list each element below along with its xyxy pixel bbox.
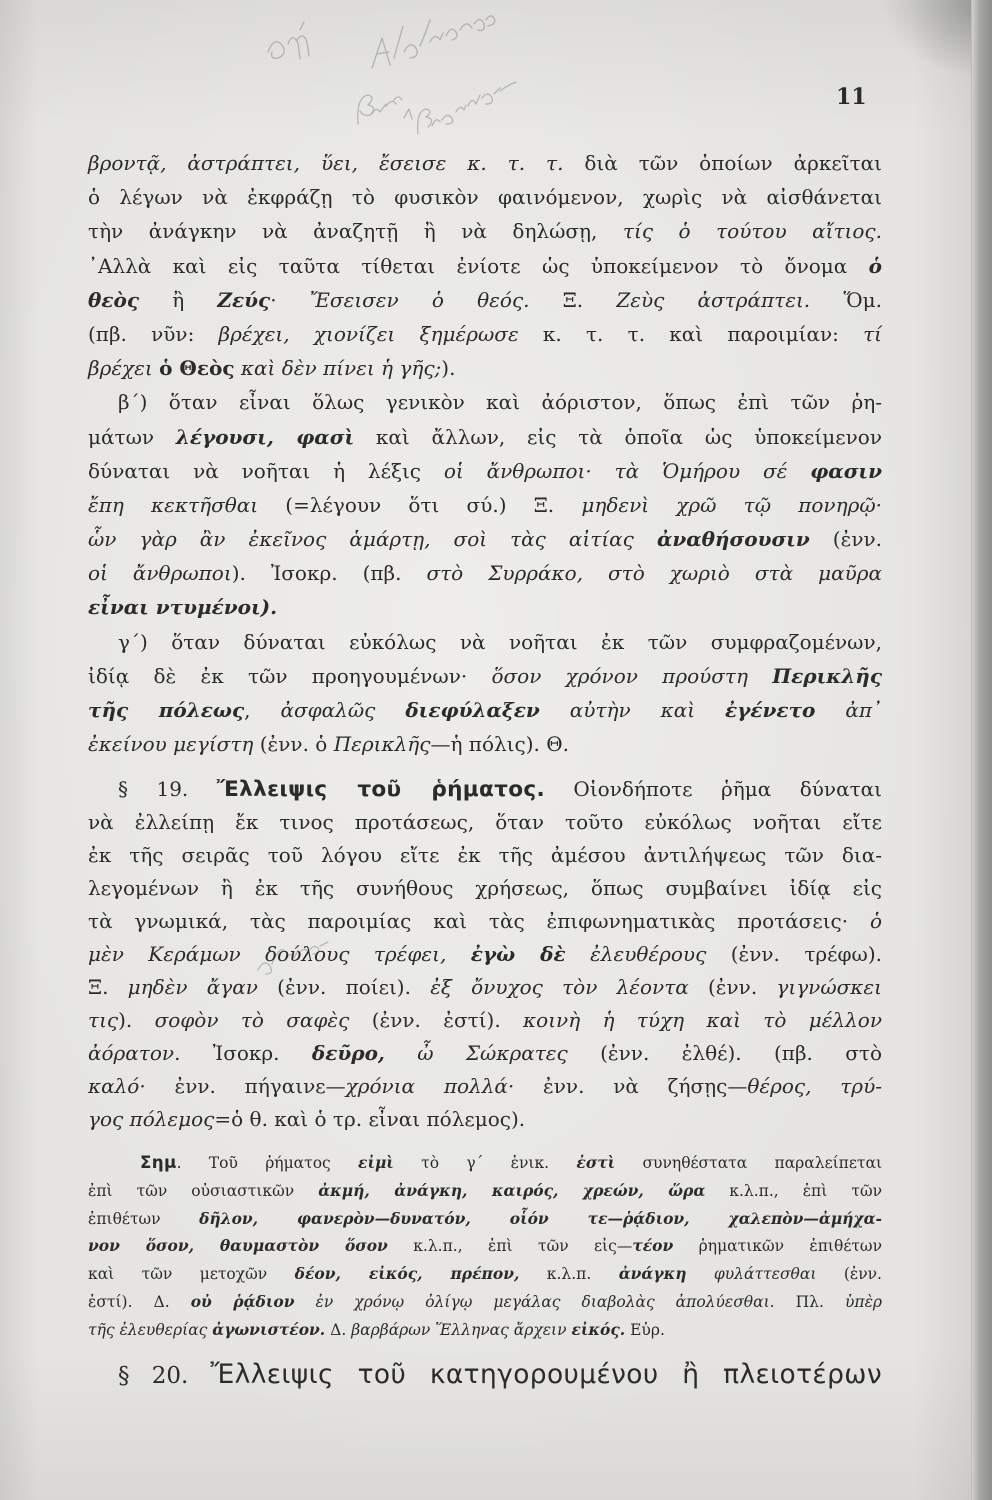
text-run: Ξ.	[88, 975, 128, 999]
text-run: τῆς ἐλευθερίας	[88, 1320, 213, 1339]
text-run: ὦ Σώκρατες	[384, 1041, 568, 1065]
text-run: Οἱονδήποτε ῥῆμα δύναται	[544, 777, 882, 801]
text-run: κοινὴ ἡ τύχη καὶ τὸ μέλλον	[523, 1008, 882, 1032]
text-line	[88, 938, 882, 971]
text-run: β΄) ὅταν εἶναι ὅλως γενικὸν καὶ ἀόριστον, ὅπως ἐπὶ τῶν ῥη-	[118, 390, 882, 415]
text-run: Ξ.	[529, 287, 617, 312]
text-run: ἐνν. νὰ ζήσῃς—	[514, 1074, 748, 1098]
text-run: ὅσον χρόνον προύστη	[491, 663, 773, 688]
text-line	[88, 420, 882, 454]
text-line	[88, 249, 882, 283]
text-run: Ζεὺς ἀστράπτει.	[616, 287, 811, 312]
text-run: (=λέγουν ὅτι σύ.) Ξ.	[258, 492, 582, 517]
text-run: ·	[270, 287, 310, 312]
text-run: (ἐνν.	[816, 1265, 882, 1284]
text-run: Ἔλλειψις τοῦ κατηγορουμένου ἢ πλειοτέρων	[210, 1359, 882, 1390]
text-line	[88, 727, 882, 761]
text-run: Δ.	[325, 1320, 352, 1339]
text-run: οὐ ῥᾴδιον	[190, 1291, 295, 1311]
text-run: —ἡ πόλις). Θ.	[430, 732, 569, 757]
text-run: ὁ Θεὸς	[159, 356, 235, 381]
text-line	[88, 806, 882, 839]
page-number: 11	[836, 84, 867, 110]
text-run: κ.λ.π.	[519, 1265, 619, 1284]
text-run: μὲν Κεράμων δούλους τρέφει,	[88, 942, 471, 966]
text-line	[88, 1004, 882, 1037]
text-run: Ἔσεισεν ὁ θεός.	[309, 287, 530, 312]
text-run: τὰ γνωμικά, τὰς παροιμίας καὶ τὰς ἐπιφωνηματικὰς προτάσεις·	[88, 909, 870, 933]
text-run: τέον	[632, 1236, 674, 1256]
text-run: ἐξ ὄνυχος τὸν λέοντα	[430, 975, 689, 999]
text-run: καλό·	[88, 1074, 146, 1098]
section-20-heading	[88, 1356, 882, 1394]
text-run: βαρβάρων Ἕλληνας ἄρχειν	[351, 1320, 572, 1339]
text-line	[88, 839, 882, 872]
text-line	[88, 488, 882, 522]
text-line	[88, 522, 882, 556]
text-run: ἢ	[139, 287, 218, 312]
text-line	[88, 872, 882, 905]
text-run: ᾿Αλλὰ καὶ εἰς ταῦτα τίθεται ἐνίοτε ὡς ὑποκείμενον τὸ ὄνομα	[88, 253, 869, 278]
text-run: μηδενὶ χρῶ τῷ πονηρῷ·	[581, 492, 882, 517]
text-run: καὶ δὲν πίνει ἡ γῆς;	[234, 356, 442, 381]
text-run: καὶ ἄλλων, εἰς τὰ ὁποῖα ὡς ὑποκείμενον	[354, 424, 882, 449]
text-run: ἐστὶ	[576, 1153, 616, 1172]
text-run: (ἐνν. ἐστί).	[349, 1008, 524, 1032]
text-run: (ἐνν. ποίει).	[257, 975, 431, 999]
text-run: καὶ τῶν μετοχῶν	[88, 1265, 295, 1284]
text-run: (ἐνν.	[809, 527, 882, 552]
text-run: δύναται νὰ νοῆται ἡ λέξις	[88, 458, 444, 483]
note-line	[88, 1316, 882, 1344]
text-run: εἰμὶ	[358, 1153, 394, 1172]
text-run: οἱ ἄνθρωποι· τὰ Ὁμήρου σέ	[443, 458, 811, 483]
text-run: ἰδίᾳ δὲ ἐκ τῶν προηγουμένων·	[88, 663, 492, 688]
text-run: § 20.	[118, 1363, 211, 1389]
text-run: (ἐνν. ἐλθέ). (πβ. στὸ	[567, 1041, 882, 1065]
text-run: ,	[244, 698, 281, 722]
text-line	[88, 146, 882, 180]
text-run: φασιν	[810, 458, 882, 483]
text-line	[88, 214, 882, 248]
note-line	[88, 1205, 882, 1233]
text-run: βρέχει, χιονίζει ξημέρωσε	[218, 321, 519, 346]
note-line	[88, 1260, 882, 1288]
text-run: γ΄) ὅταν δύναται εὐκόλως νὰ νοῆται ἐκ τῶν συμφραζομένων,	[118, 629, 882, 654]
text-run: νὰ ἐλλείπῃ ἔκ τινος προτάσεως, ὅταν τοῦτο εὐκόλως νοῆται εἴτε	[88, 810, 882, 834]
text-run: Ζεύς	[217, 287, 271, 312]
text-run: γος πόλεμος	[88, 1107, 215, 1131]
text-run: ἐκείνου μεγίστη	[88, 732, 254, 757]
text-run: ἀναθήσουσιν	[656, 527, 810, 552]
text-run: φυλάττεσθαι	[686, 1265, 817, 1284]
note-line	[88, 1232, 882, 1260]
text-run: ἐπὶ τῶν οὐσιαστικῶν	[88, 1181, 319, 1200]
text-line	[88, 180, 882, 214]
text-run: ).	[118, 1008, 155, 1032]
text-run: διὰ τῶν ὁποίων ἀρκεῖται	[563, 151, 883, 175]
text-run: ἐν χρόνῳ ὀλίγῳ μεγάλας διαβολὰς ἀπολύεσθαι.	[294, 1292, 775, 1311]
text-run: (πβ. νῦν:	[88, 321, 219, 346]
text-run: ῥηματικῶν ἐπιθέτων	[673, 1237, 882, 1256]
text-run: ἔπη κεκτῆσθαι	[88, 492, 259, 517]
text-line	[88, 971, 882, 1004]
text-run: λέγουσι, φασὶ	[175, 424, 355, 449]
text-run: ἐνν. πήγαινε—	[145, 1074, 346, 1098]
note-line	[140, 1149, 882, 1177]
text-run: Ἔλλειψις τοῦ ῥήματος.	[216, 777, 545, 802]
text-line	[118, 385, 882, 419]
text-line	[88, 283, 882, 317]
text-line	[88, 1037, 882, 1070]
text-run: τὸ γ΄ ἑνικ.	[393, 1154, 577, 1172]
note-line	[88, 1288, 882, 1316]
text-run: συνηθέστατα παραλείπεται	[615, 1154, 883, 1172]
text-line	[88, 351, 882, 385]
text-run: βροντᾷ, ἀστράπτει, ὕει, ἔσεισε κ. τ. τ.	[88, 151, 564, 175]
text-run: ἐστί). Δ.	[88, 1292, 191, 1311]
text-run: ἐκ τῆς σειρᾶς τοῦ λόγου εἴτε ἐκ τῆς ἀμέσου ἀντιλήψεως τῶν δια-	[88, 843, 882, 867]
text-run: αὐτὴν καὶ	[539, 698, 726, 722]
text-run: ).	[441, 356, 456, 381]
text-run: ἐλευθέρους	[565, 942, 707, 966]
text-run: οἱ ἄνθρωποι	[88, 561, 232, 586]
text-run: ἀνάγκη	[618, 1264, 687, 1284]
text-run: ὁ	[868, 253, 882, 278]
text-run: ἀσφαλῶς	[280, 698, 406, 722]
text-run: Πλ.	[774, 1292, 845, 1311]
note-line	[88, 1177, 882, 1205]
text-run: νον ὅσον, θαυμαστὸν ὅσον	[88, 1236, 388, 1256]
text-run: ἀόρατον.	[88, 1041, 181, 1065]
text-run: ἐγὼ δὲ	[470, 942, 566, 966]
text-run: ἀκμή, ἀνάγκη, καιρός, χρεών, ὥρα	[318, 1180, 706, 1200]
text-line	[88, 454, 882, 488]
text-run: τί	[863, 321, 883, 346]
text-run: ἀπ᾿	[815, 698, 882, 722]
text-line	[88, 1070, 882, 1103]
text-line	[88, 590, 882, 624]
text-line	[88, 317, 882, 351]
text-run: (ἐνν. τρέφω).	[706, 942, 882, 966]
text-run: ἐπιθέτων	[88, 1209, 200, 1228]
text-run: ὁ	[869, 909, 882, 933]
text-line	[88, 693, 882, 727]
text-run: Περικλῆς	[772, 663, 882, 688]
text-run: θέρος, τρύ-	[747, 1074, 882, 1098]
section-20-heading-line	[118, 1356, 882, 1394]
section-19-block	[88, 773, 882, 1136]
text-run: =ὁ θ. καὶ ὁ τρ. εἶναι πόλεμος).	[214, 1107, 526, 1131]
text-run: θεὸς	[88, 287, 140, 312]
text-run: εἰκός.	[571, 1319, 626, 1339]
text-run: ἐγένετο	[725, 698, 816, 722]
text-run: μηδὲν ἄγαν	[127, 975, 258, 999]
text-run: λεγομένων ἢ ἐκ τῆς συνήθους χρήσεως, ὅπως συμβαίνει ἰδίᾳ εἰς	[88, 876, 882, 900]
text-run: ἀγωνιστέον.	[212, 1319, 326, 1339]
text-run: βρέχει	[88, 356, 160, 381]
text-line	[118, 625, 882, 659]
text-line	[88, 1103, 882, 1136]
note-block	[88, 1149, 882, 1344]
text-run: δέον, εἰκός, πρέπον,	[294, 1264, 520, 1284]
text-run: Περικλῆς	[333, 732, 431, 757]
text-run: δῆλον, φανερὸν—δυνατόν, οἷόν τε—ῥᾴδιον, χαλεπὸν—ἀμήχα-	[199, 1208, 882, 1228]
text-line	[88, 659, 882, 693]
body-text-block	[88, 146, 882, 761]
text-run: γιγνώσκει	[776, 975, 882, 999]
text-run: Ὅμ.	[810, 287, 882, 312]
text-run: τῆς πόλεως	[88, 698, 245, 722]
text-run: (ἐνν.	[688, 975, 777, 999]
text-run: τις	[88, 1008, 119, 1032]
text-line	[88, 556, 882, 590]
text-run: στὸ Συρράκο, στὸ χωριὸ στὰ μαῦρα	[426, 561, 882, 586]
page-edge	[971, 0, 992, 1500]
text-run: ὁ λέγων νὰ ἐκφράζῃ τὸ φυσικὸν φαινόμενον, χωρὶς νὰ αἰσθάνεται	[88, 185, 882, 210]
text-run: (ἐνν. ὁ	[253, 732, 334, 757]
text-run: χρόνια πολλά·	[345, 1074, 515, 1098]
text-run: κ.λ.π., ἐπὶ τῶν	[705, 1181, 882, 1200]
text-run: μάτων	[88, 424, 176, 449]
text-run: . Τοῦ ῥήματος	[176, 1154, 359, 1172]
text-run: Ἰσοκρ.	[180, 1041, 312, 1065]
text-run: § 19.	[118, 777, 217, 801]
text-run: ὧν γὰρ ἂν ἐκεῖνος ἁμάρτῃ, σοὶ τὰς αἰτίας	[88, 527, 657, 552]
section-19-heading-line	[118, 773, 882, 806]
text-line	[88, 905, 882, 938]
text-run: κ. τ. τ. καὶ παροιμίαν:	[518, 321, 864, 346]
text-run: κ.λ.π., ἐπὶ τῶν εἰς—	[387, 1237, 633, 1256]
text-run: ὑπὲρ	[844, 1292, 883, 1311]
text-run: ). Ἰσοκρ. (πβ.	[231, 561, 427, 586]
text-run: τὴν ἀνάγκην νὰ ἀναζητῇ ἢ νὰ δηλώσῃ,	[88, 219, 623, 244]
text-run: Σημ	[140, 1152, 177, 1172]
text-run: εἶναι ντυμένοι).	[88, 595, 278, 620]
text-run: δεῦρο,	[311, 1041, 385, 1065]
text-run: Εὐρ.	[625, 1320, 665, 1339]
text-run: διεφύλαξεν	[405, 698, 540, 722]
text-run: σοφὸν τὸ σαφὲς	[154, 1008, 350, 1032]
text-run: τίς ὁ τούτου αἴτιος.	[622, 219, 882, 244]
